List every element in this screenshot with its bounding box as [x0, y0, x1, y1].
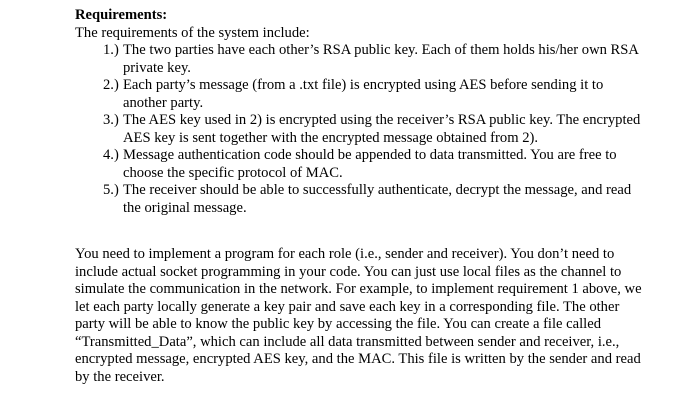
requirement-item-3 — [0, 112, 700, 147]
text-line: The two parties have each other’s RSA public key. Each of them holds his/her own RSA — [123, 42, 639, 58]
requirement-text — [123, 182, 698, 217]
text-line: include actual socket programming in your code. You can just use local files as the channel to — [75, 263, 622, 280]
requirement-number: 2.) — [103, 77, 119, 93]
requirement-number: 1.) — [103, 42, 119, 58]
text-line: choose the specific protocol of MAC. — [123, 164, 343, 181]
text-line: Message authentication code should be appended to data transmitted. You are free to — [123, 147, 617, 163]
text-line: let each party locally generate a key pair and save each key in a corresponding file. The other — [75, 298, 620, 315]
requirement-item-2 — [0, 77, 700, 112]
text-line: You need to implement a program for each role (i.e., sender and receiver). You don’t need to — [75, 246, 615, 262]
requirement-text — [123, 147, 698, 182]
requirement-number: 5.) — [103, 182, 119, 198]
requirements-intro: The requirements of the system include: — [75, 24, 310, 41]
requirement-number: 3.) — [103, 112, 119, 128]
requirements-heading: Requirements: — [75, 7, 168, 23]
text-line: simulate the communication in the network. For example, to implement requirement 1 above, we — [75, 281, 642, 297]
requirement-item-5 — [0, 182, 700, 217]
text-line: The AES key used in 2) is encrypted using the receiver’s RSA public key. The encrypted — [123, 112, 641, 128]
requirement-text — [123, 42, 698, 77]
text-line: encrypted message, encrypted AES key, and the MAC. This file is written by the sender and read — [75, 351, 641, 367]
text-line: private key. — [123, 59, 191, 76]
requirement-item-1 — [0, 42, 700, 77]
text-line: The receiver should be able to successfully authenticate, decrypt the message, and read — [123, 182, 632, 198]
text-line: the original message. — [123, 199, 247, 216]
requirement-number: 4.) — [103, 147, 119, 163]
requirement-item-4 — [0, 147, 700, 182]
implementation-paragraph — [75, 246, 697, 386]
text-line: “Transmitted_Data”, which can include all data transmitted between sender and receiver, i.e., — [75, 333, 620, 350]
requirement-text — [123, 77, 698, 112]
requirement-text — [123, 112, 698, 147]
text-line: Each party’s message (from a .txt file) is encrypted using AES before sending it to — [123, 77, 604, 93]
text-line: another party. — [123, 94, 204, 111]
text-line: by the receiver. — [75, 368, 165, 385]
text-line: AES key is sent together with the encrypted message obtained from 2). — [123, 129, 539, 146]
requirements-list — [0, 42, 700, 217]
text-line: party will be able to know the public key by accessing the file. You can create a file called — [75, 316, 602, 332]
